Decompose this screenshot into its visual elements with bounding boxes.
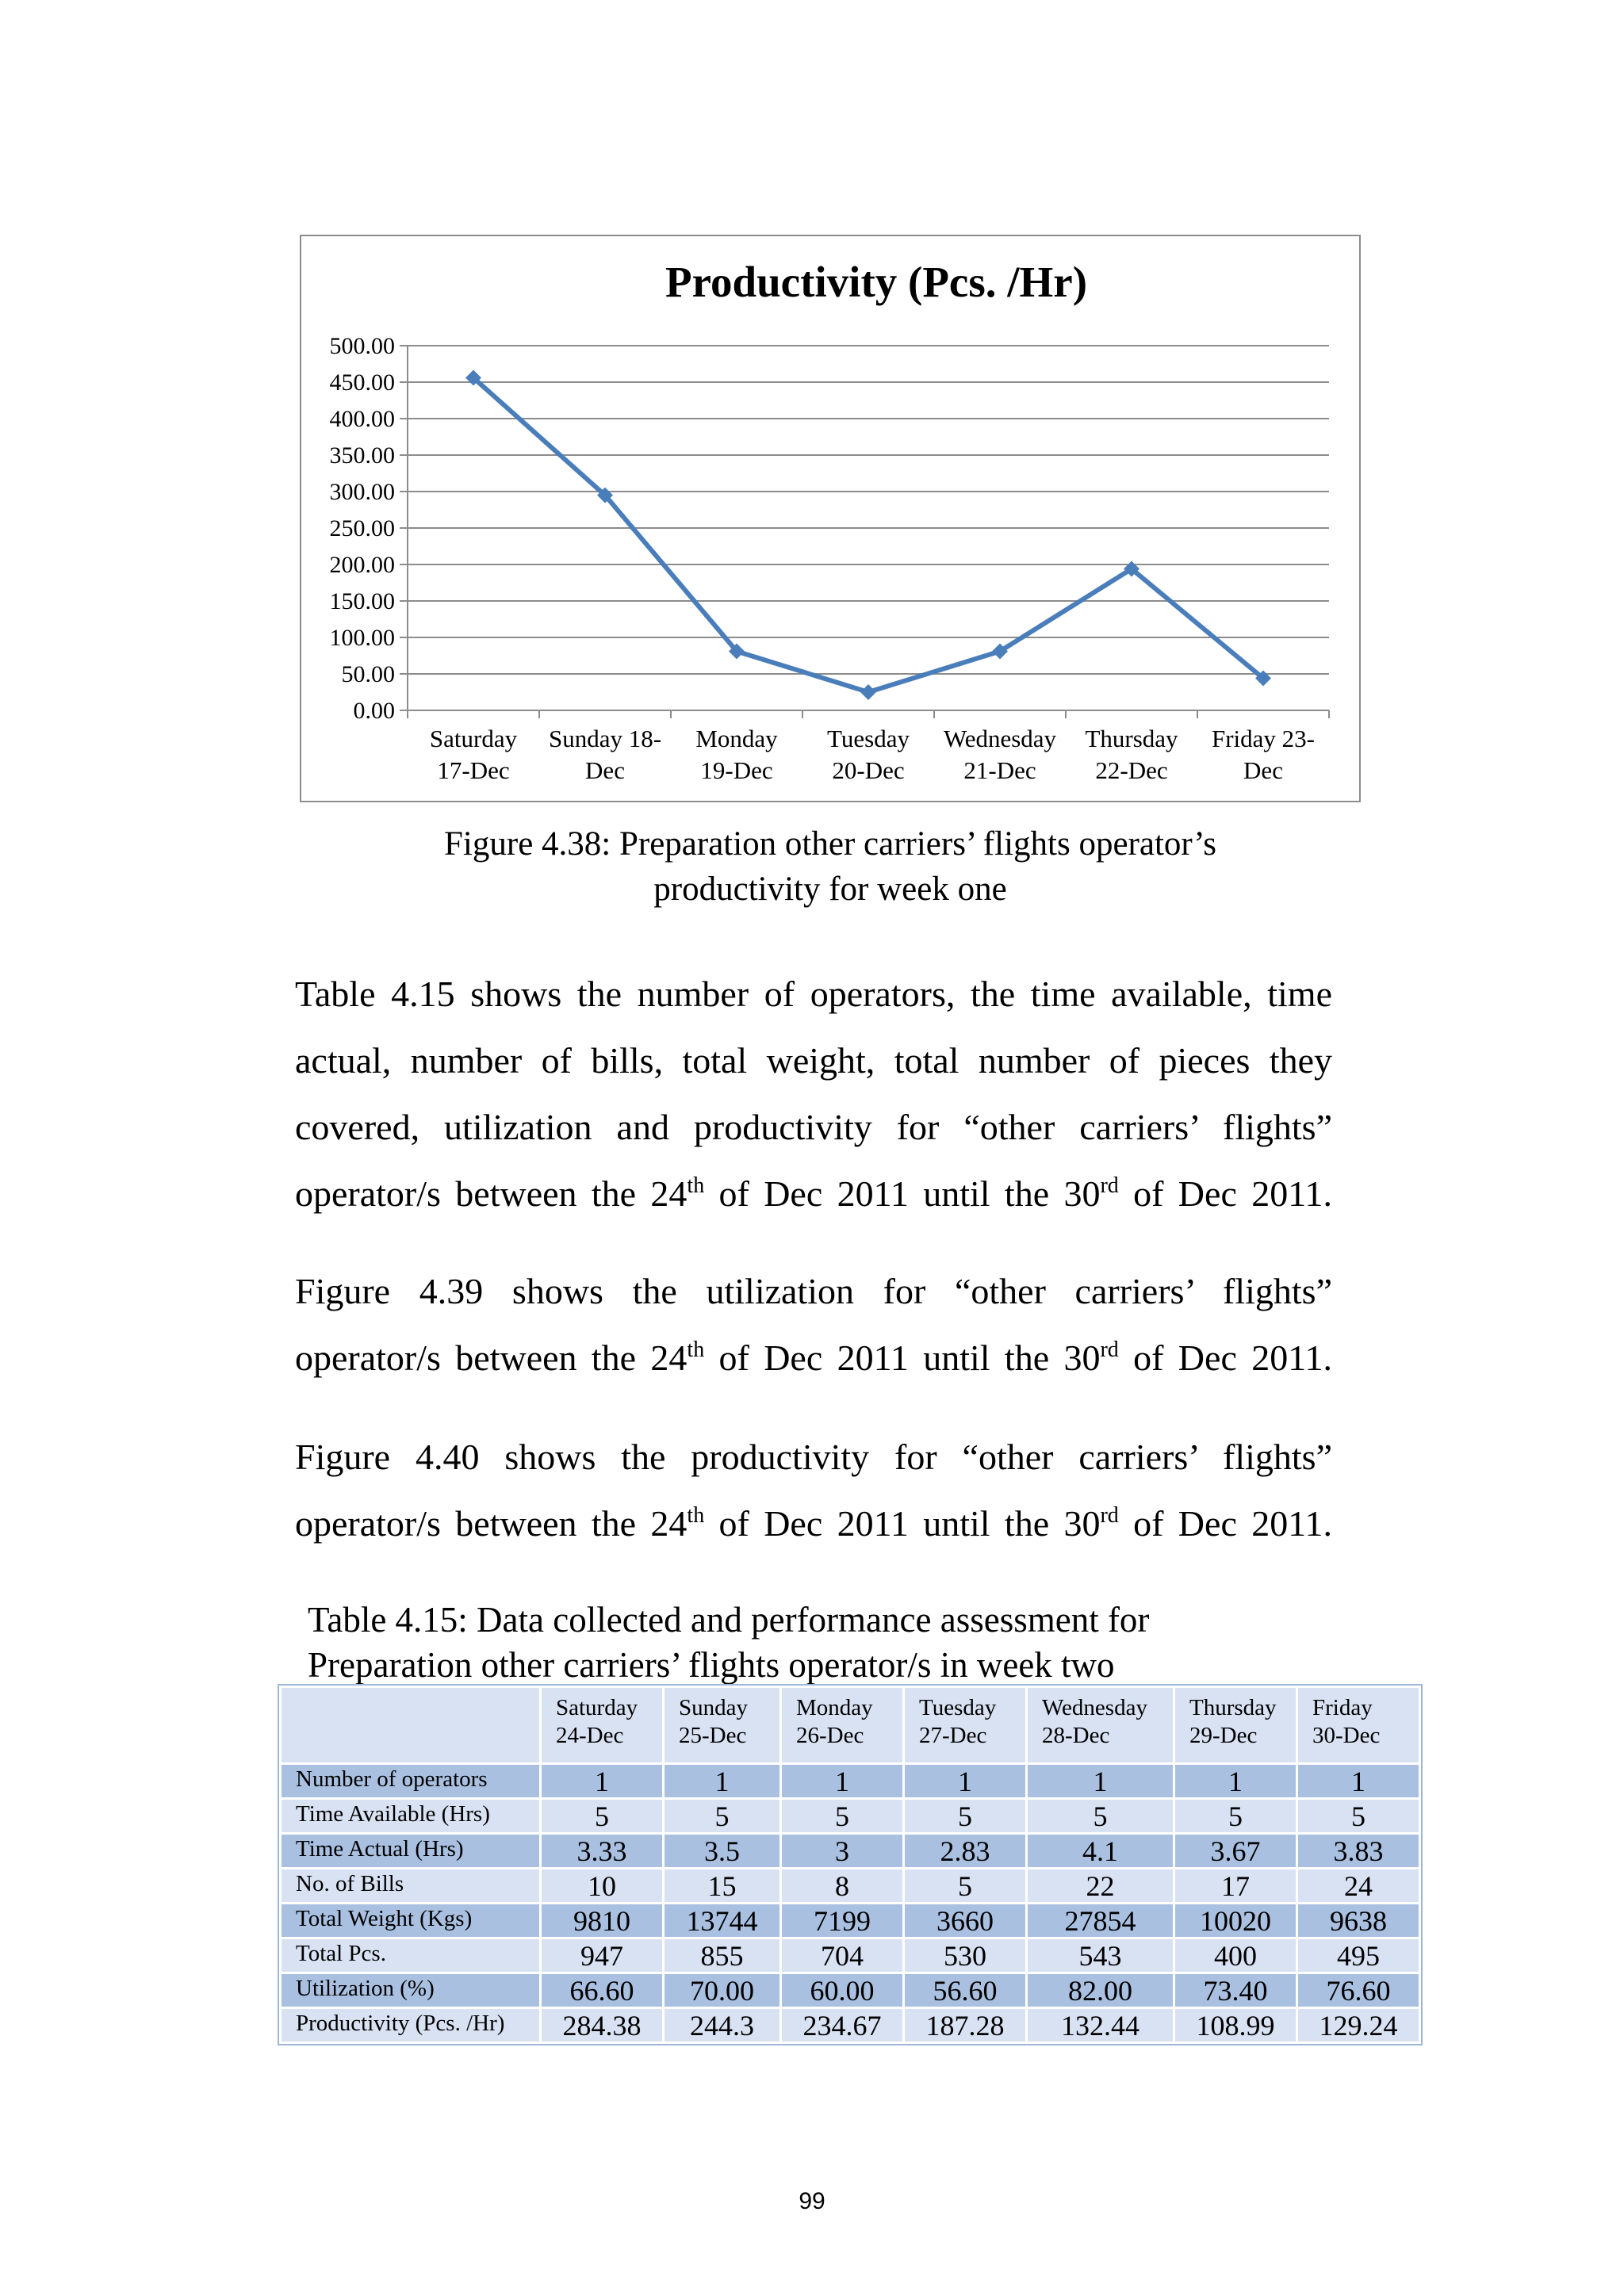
productivity-chart — [300, 235, 1361, 802]
x-tick-label: Tuesday — [827, 725, 910, 752]
y-tick-label: 300.00 — [329, 479, 395, 505]
table-row — [281, 1938, 1420, 1973]
x-tick-label: Monday — [695, 725, 778, 752]
table-cell: 3 — [781, 1834, 904, 1869]
header-day: Friday — [1312, 1695, 1373, 1720]
x-tick-label: 20-Dec — [832, 756, 905, 784]
table-cell: 70.00 — [664, 1973, 781, 2008]
table-cell: 7199 — [781, 1904, 904, 1938]
column-header — [904, 1687, 1027, 1764]
x-tick-label: Thursday — [1085, 725, 1178, 752]
superscript: th — [687, 1337, 705, 1362]
header-day: Saturday — [556, 1695, 638, 1720]
table-cell: 5 — [1174, 1799, 1297, 1834]
row-label: No. of Bills — [281, 1869, 541, 1904]
table-body — [281, 1764, 1420, 2043]
table-cell: 400 — [1174, 1938, 1297, 1973]
table-cell: 3660 — [904, 1904, 1027, 1938]
table-cell: 3.83 — [1297, 1834, 1420, 1869]
table-row — [281, 1799, 1420, 1834]
table-cell: 132.44 — [1027, 2008, 1174, 2043]
x-tick-label: 17-Dec — [437, 756, 510, 784]
table-cell: 244.3 — [664, 2008, 781, 2043]
text-span: of Dec 2011 until the 30 — [704, 1173, 1101, 1214]
table-cell: 284.38 — [541, 2008, 664, 2043]
column-header — [1174, 1687, 1297, 1764]
paragraph-table-description — [295, 961, 1332, 1227]
paragraph-line: covered, utilization and productivity for “other carriers’ flights” — [295, 1107, 1332, 1147]
paragraph-line: Figure 4.40 shows the productivity for “other carriers’ flights” — [295, 1437, 1332, 1477]
table-cell: 56.60 — [904, 1973, 1027, 2008]
data-table — [279, 1686, 1421, 2044]
y-tick-label: 50.00 — [341, 661, 395, 687]
superscript: rd — [1100, 1173, 1119, 1198]
table-cell: 17 — [1174, 1869, 1297, 1904]
page-number: 99 — [799, 2188, 825, 2214]
table-cell: 5 — [781, 1799, 904, 1834]
data-point — [860, 684, 876, 700]
x-tick-label: Sunday 18- — [548, 725, 662, 752]
table-cell: 4.1 — [1027, 1834, 1174, 1869]
figure-caption-line2: productivity for week one — [653, 871, 1007, 908]
header-date: 25-Dec — [679, 1723, 747, 1748]
row-label: Utilization (%) — [281, 1973, 541, 2008]
text-span: operator/s between the 24 — [295, 1337, 688, 1378]
x-tick-label: Saturday — [429, 725, 518, 752]
table-header-row — [281, 1687, 1420, 1764]
header-date: 28-Dec — [1042, 1723, 1110, 1748]
series-line — [473, 377, 1263, 692]
text-span: of Dec 2011 until the 30 — [704, 1337, 1101, 1378]
header-date: 30-Dec — [1312, 1723, 1381, 1748]
table-cell: 5 — [1297, 1799, 1420, 1834]
table-row — [281, 1904, 1420, 1938]
table-cell: 5 — [664, 1799, 781, 1834]
table-cell: 22 — [1027, 1869, 1174, 1904]
paragraph-line: actual, number of bills, total weight, total number of pieces they — [295, 1040, 1332, 1081]
header-date: 29-Dec — [1189, 1723, 1258, 1748]
superscript: th — [687, 1173, 705, 1198]
table-cell: 1 — [904, 1764, 1027, 1799]
column-header — [1027, 1687, 1174, 1764]
column-header — [781, 1687, 904, 1764]
column-header — [1297, 1687, 1420, 1764]
header-day: Thursday — [1189, 1695, 1277, 1720]
paragraph-figure-439 — [295, 1258, 1332, 1391]
header-date: 26-Dec — [796, 1723, 864, 1748]
table-cell: 5 — [541, 1799, 664, 1834]
row-label: Time Available (Hrs) — [281, 1799, 541, 1834]
table-cell: 5 — [1027, 1799, 1174, 1834]
text-span: of Dec 2011 until the 30 — [704, 1503, 1101, 1544]
table-cell: 704 — [781, 1938, 904, 1973]
table-cell: 60.00 — [781, 1973, 904, 2008]
table-caption-line2: Preparation other carriers’ flights operator/s in week two — [308, 1645, 1115, 1685]
text-span: operator/s between the 24 — [295, 1173, 688, 1214]
table-cell: 855 — [664, 1938, 781, 1973]
text-span: of Dec 2011. — [1118, 1337, 1332, 1378]
y-tick-label: 0.00 — [353, 698, 395, 724]
table-caption-line1: Table 4.15: Data collected and performance assessment for — [308, 1600, 1150, 1640]
table-cell: 24 — [1297, 1869, 1420, 1904]
table-cell: 947 — [541, 1938, 664, 1973]
y-tick-label: 100.00 — [329, 625, 395, 651]
table-cell: 13744 — [664, 1904, 781, 1938]
header-empty-cell — [281, 1687, 541, 1764]
table-cell: 3.33 — [541, 1834, 664, 1869]
x-tick-label: 21-Dec — [963, 756, 1036, 784]
table-cell: 1 — [541, 1764, 664, 1799]
row-label: Productivity (Pcs. /Hr) — [281, 2008, 541, 2043]
table-cell: 66.60 — [541, 1973, 664, 2008]
paragraph-line — [295, 1490, 1332, 1557]
table-cell: 27854 — [1027, 1904, 1174, 1938]
header-day: Sunday — [679, 1695, 748, 1720]
figure-caption — [300, 821, 1361, 912]
header-date: 27-Dec — [919, 1723, 987, 1748]
table-cell: 2.83 — [904, 1834, 1027, 1869]
header-date: 24-Dec — [556, 1723, 624, 1748]
table-cell: 1 — [664, 1764, 781, 1799]
table-row — [281, 2008, 1420, 2043]
header-day: Tuesday — [919, 1695, 997, 1720]
table-row — [281, 1973, 1420, 2008]
y-tick-label: 350.00 — [329, 442, 395, 469]
paragraph-line — [295, 1325, 1332, 1391]
text-span: of Dec 2011. — [1118, 1173, 1332, 1214]
x-tick-label: Friday 23- — [1211, 725, 1316, 752]
row-label: Total Weight (Kgs) — [281, 1904, 541, 1938]
header-day: Monday — [796, 1695, 873, 1720]
table-cell: 9810 — [541, 1904, 664, 1938]
table-cell: 530 — [904, 1938, 1027, 1973]
y-tick-label: 400.00 — [329, 406, 395, 432]
table-cell: 187.28 — [904, 2008, 1027, 2043]
paragraph-line — [295, 1161, 1332, 1227]
table-cell: 9638 — [1297, 1904, 1420, 1938]
y-tick-label: 200.00 — [329, 552, 395, 578]
x-tick-label: 22-Dec — [1095, 756, 1168, 784]
superscript: rd — [1100, 1503, 1119, 1528]
table-cell: 73.40 — [1174, 1973, 1297, 2008]
row-label: Time Actual (Hrs) — [281, 1834, 541, 1869]
table-cell: 1 — [1297, 1764, 1420, 1799]
y-tick-label: 150.00 — [329, 588, 395, 614]
superscript: rd — [1100, 1337, 1119, 1362]
table-cell: 543 — [1027, 1938, 1174, 1973]
table-cell: 1 — [1174, 1764, 1297, 1799]
y-tick-label: 450.00 — [329, 369, 395, 396]
table-cell: 15 — [664, 1869, 781, 1904]
table-cell: 10 — [541, 1869, 664, 1904]
superscript: th — [687, 1503, 705, 1528]
paragraph-line: Figure 4.39 shows the utilization for “other carriers’ flights” — [295, 1271, 1332, 1311]
table-cell: 495 — [1297, 1938, 1420, 1973]
figure-caption-line1: Figure 4.38: Preparation other carriers’ flights operator’s — [444, 825, 1216, 863]
chart-title: Productivity (Pcs. /Hr) — [665, 258, 1088, 306]
table-cell: 5 — [904, 1799, 1027, 1834]
table-cell: 5 — [904, 1869, 1027, 1904]
x-tick-label: Wednesday — [943, 725, 1057, 752]
table-cell: 1 — [781, 1764, 904, 1799]
paragraph-figure-440 — [295, 1424, 1332, 1557]
table-cell: 82.00 — [1027, 1973, 1174, 2008]
table-row — [281, 1869, 1420, 1904]
x-tick-label: 19-Dec — [700, 756, 773, 784]
text-span: of Dec 2011. — [1118, 1503, 1332, 1544]
x-tick-label: Dec — [585, 756, 625, 784]
x-tick-label: Dec — [1243, 756, 1283, 784]
table-cell: 8 — [781, 1869, 904, 1904]
table-cell: 3.5 — [664, 1834, 781, 1869]
row-label: Total Pcs. — [281, 1938, 541, 1973]
table-cell: 1 — [1027, 1764, 1174, 1799]
table-caption — [308, 1598, 1418, 1688]
table-row — [281, 1834, 1420, 1869]
table-cell: 10020 — [1174, 1904, 1297, 1938]
table-cell: 234.67 — [781, 2008, 904, 2043]
y-tick-label: 250.00 — [329, 515, 395, 541]
column-header — [664, 1687, 781, 1764]
text-span: operator/s between the 24 — [295, 1503, 688, 1544]
table-row — [281, 1764, 1420, 1799]
table-cell: 108.99 — [1174, 2008, 1297, 2043]
y-tick-label: 500.00 — [329, 333, 395, 359]
table-cell: 3.67 — [1174, 1834, 1297, 1869]
row-label: Number of operators — [281, 1764, 541, 1799]
header-day: Wednesday — [1042, 1695, 1147, 1720]
chart-svg — [301, 236, 1359, 801]
column-header — [541, 1687, 664, 1764]
paragraph-line: Table 4.15 shows the number of operators, the time available, time — [295, 974, 1332, 1014]
table-cell: 76.60 — [1297, 1973, 1420, 2008]
table-cell: 129.24 — [1297, 2008, 1420, 2043]
